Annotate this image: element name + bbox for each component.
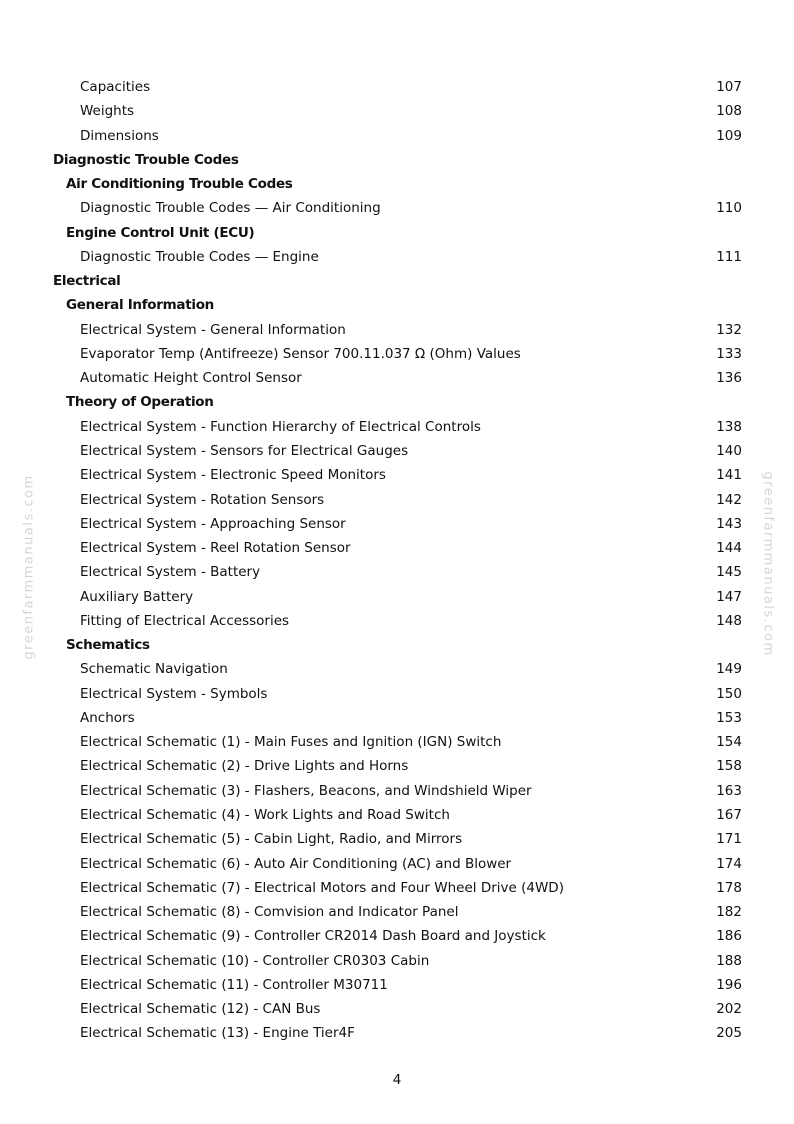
toc-section-heading	[0, 148, 794, 172]
toc-entry[interactable]	[0, 803, 794, 827]
toc-entry-title: Schematics	[66, 637, 150, 654]
toc-entry[interactable]	[0, 245, 794, 269]
toc-entry[interactable]	[0, 124, 794, 148]
toc-entry-title: Air Conditioning Trouble Codes	[66, 176, 293, 193]
toc-entry-page-number: 174	[716, 855, 742, 872]
toc-entry-title: Electrical System - General Information	[80, 321, 346, 338]
toc-entry[interactable]	[0, 99, 794, 123]
toc-entry-title: Engine Control Unit (ECU)	[66, 224, 255, 241]
toc-entry[interactable]	[0, 682, 794, 706]
toc-entry[interactable]	[0, 973, 794, 997]
toc-entry-title: Electrical System - Electronic Speed Monitors	[80, 467, 386, 484]
toc-entry[interactable]	[0, 75, 794, 99]
toc-entry-page-number: 132	[716, 321, 742, 338]
toc-entry-page-number: 107	[716, 79, 742, 95]
toc-entry-page-number: 138	[716, 418, 742, 435]
toc-entry-title: Diagnostic Trouble Codes — Air Conditioning	[80, 200, 381, 217]
toc-entry-page-number: 188	[716, 952, 742, 969]
toc-entry[interactable]	[0, 949, 794, 973]
toc-entry-page-number: 133	[716, 345, 742, 362]
toc-entry-title: Evaporator Temp (Antifreeze) Sensor 700.11.037 Ω (Ohm) Values	[80, 345, 521, 362]
toc-entry-page-number: 150	[716, 685, 742, 702]
toc-entry-title: Electrical System - Battery	[80, 564, 261, 581]
toc-entry[interactable]	[0, 997, 794, 1021]
toc-entry[interactable]	[0, 560, 794, 584]
toc-entry-title: Electrical Schematic (5) - Cabin Light, Radio, and Mirrors	[80, 831, 463, 848]
toc-entry-title: Electrical Schematic (11) - Controller M30711	[80, 976, 388, 993]
toc-entry-title: Electrical System - Rotation Sensors	[80, 491, 325, 508]
toc-entry[interactable]	[0, 196, 794, 220]
toc-section-heading	[0, 269, 794, 293]
toc-entry-page-number: 205	[716, 1025, 742, 1042]
toc-entry-page-number: 143	[716, 515, 742, 532]
toc-subsection-heading	[0, 633, 794, 657]
toc-entry[interactable]	[0, 876, 794, 900]
watermark-right: greenfarmmanuals.com	[760, 471, 776, 657]
toc-entry[interactable]	[0, 342, 794, 366]
toc-entry[interactable]	[0, 1021, 794, 1045]
toc-entry-title: Schematic Navigation	[80, 661, 228, 678]
toc-entry[interactable]	[0, 488, 794, 512]
toc-entry-title: Electrical System - Reel Rotation Sensor	[80, 540, 351, 557]
toc-entry-title: Electrical Schematic (13) - Engine Tier4F	[80, 1025, 355, 1042]
toc-entry-title: Theory of Operation	[66, 394, 214, 411]
toc-entry-page-number: 136	[716, 370, 742, 387]
toc-entry-page-number: 109	[716, 127, 742, 144]
toc-entry-title: Electrical System - Function Hierarchy of Electrical Controls	[80, 418, 481, 435]
toc-entry-page-number: 154	[716, 734, 742, 751]
toc-entry-page-number: 141	[716, 467, 742, 484]
toc-entry-page-number: 111	[716, 248, 742, 265]
toc-entry[interactable]	[0, 779, 794, 803]
toc-entry[interactable]	[0, 609, 794, 633]
toc-entry-title: Dimensions	[80, 127, 159, 144]
table-of-contents	[0, 75, 794, 1046]
toc-entry-page-number: 149	[716, 661, 742, 678]
toc-entry-title: General Information	[66, 297, 214, 314]
toc-entry-page-number: 142	[716, 491, 742, 508]
toc-entry-title: Electrical Schematic (7) - Electrical Motors and Four Wheel Drive (4WD)	[80, 879, 564, 896]
toc-entry-page-number: 167	[716, 806, 742, 823]
toc-entry-title: Electrical Schematic (6) - Auto Air Conditioning (AC) and Blower	[80, 855, 512, 872]
toc-entry-page-number: 163	[716, 782, 742, 799]
toc-entry-title: Diagnostic Trouble Codes	[53, 151, 239, 168]
watermark-left: greenfarmmanuals.com	[21, 474, 37, 660]
toc-entry-title: Electrical	[53, 273, 121, 290]
toc-entry-title: Electrical Schematic (8) - Comvision and Indicator Panel	[80, 904, 459, 921]
toc-entry-title: Fitting of Electrical Accessories	[80, 612, 290, 629]
toc-entry-title: Diagnostic Trouble Codes — Engine	[80, 248, 319, 265]
toc-entry[interactable]	[0, 318, 794, 342]
toc-entry[interactable]	[0, 706, 794, 730]
toc-entry[interactable]	[0, 585, 794, 609]
toc-entry-title: Electrical Schematic (1) - Main Fuses and Ignition (IGN) Switch	[80, 734, 502, 751]
toc-entry[interactable]	[0, 924, 794, 948]
page-number: 4	[392, 1072, 402, 1088]
toc-entry[interactable]	[0, 900, 794, 924]
toc-entry[interactable]	[0, 754, 794, 778]
toc-entry-title: Electrical Schematic (4) - Work Lights and Road Switch	[80, 806, 450, 823]
toc-entry-title: Weights	[80, 103, 135, 120]
toc-subsection-heading	[0, 293, 794, 317]
toc-entry-page-number: 108	[716, 103, 742, 120]
toc-entry[interactable]	[0, 439, 794, 463]
toc-entry-page-number: 171	[716, 831, 742, 848]
toc-entry-page-number: 147	[716, 588, 742, 605]
toc-entry-title: Electrical Schematic (12) - CAN Bus	[80, 1001, 321, 1018]
toc-entry-title: Capacities	[80, 79, 151, 95]
toc-subsection-heading	[0, 221, 794, 245]
toc-entry-page-number: 178	[716, 879, 742, 896]
toc-entry-title: Automatic Height Control Sensor	[80, 370, 302, 387]
toc-entry-page-number: 186	[716, 928, 742, 945]
toc-entry[interactable]	[0, 730, 794, 754]
toc-entry-title: Electrical Schematic (2) - Drive Lights and Horns	[80, 758, 409, 775]
toc-entry-title: Auxiliary Battery	[80, 588, 194, 605]
toc-entry-title: Electrical Schematic (10) - Controller CR0303 Cabin	[80, 952, 430, 969]
toc-entry-title: Anchors	[80, 709, 135, 726]
toc-entry-page-number: 196	[716, 976, 742, 993]
toc-entry-page-number: 202	[716, 1001, 742, 1018]
toc-entry-page-number: 145	[716, 564, 742, 581]
toc-entry[interactable]	[0, 463, 794, 487]
toc-entry[interactable]	[0, 415, 794, 439]
toc-subsection-heading	[0, 172, 794, 196]
toc-entry-title: Electrical Schematic (3) - Flashers, Beacons, and Windshield Wiper	[80, 782, 532, 799]
toc-entry-page-number: 144	[716, 540, 742, 557]
toc-entry-title: Electrical System - Approaching Sensor	[80, 515, 346, 532]
toc-entry-page-number: 110	[716, 200, 742, 217]
toc-entry-page-number: 182	[716, 904, 742, 921]
toc-entry-title: Electrical System - Symbols	[80, 685, 268, 702]
toc-entry[interactable]	[0, 827, 794, 851]
toc-entry[interactable]	[0, 852, 794, 876]
toc-entry-page-number: 140	[716, 442, 742, 459]
toc-entry-page-number: 148	[716, 612, 742, 629]
toc-entry[interactable]	[0, 366, 794, 390]
toc-subsection-heading	[0, 390, 794, 414]
toc-entry[interactable]	[0, 536, 794, 560]
toc-entry-page-number: 153	[716, 709, 742, 726]
toc-entry[interactable]	[0, 657, 794, 681]
toc-entry[interactable]	[0, 512, 794, 536]
toc-entry-title: Electrical Schematic (9) - Controller CR2014 Dash Board and Joystick	[80, 928, 546, 945]
toc-entry-title: Electrical System - Sensors for Electrical Gauges	[80, 442, 409, 459]
toc-entry-page-number: 158	[716, 758, 742, 775]
